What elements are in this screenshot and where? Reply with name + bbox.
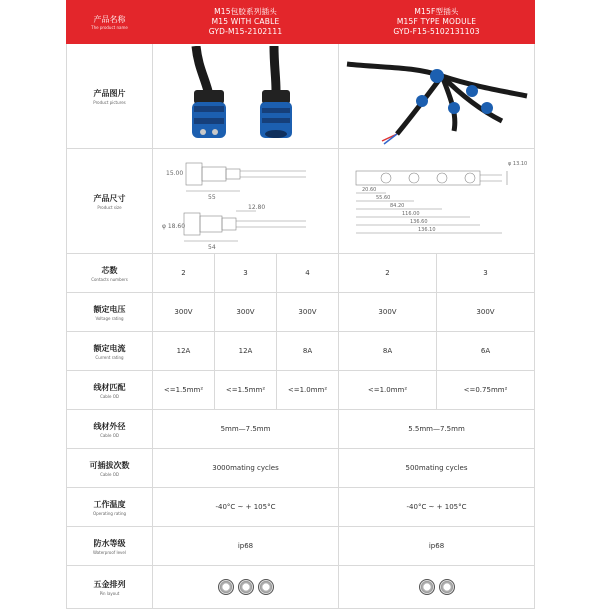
mating-label: 可插拔次数 Cable OD (67, 449, 153, 488)
current-value: 8A (339, 332, 437, 371)
contacts-row (67, 254, 535, 293)
dim-right-d: 84.20 (389, 203, 404, 209)
dim-right-c: 55.60 (375, 195, 390, 201)
contacts-value: 2 (153, 254, 215, 293)
dim-left-b: 55 (207, 194, 216, 201)
pin-layout-left (153, 566, 339, 609)
voltage-value: 300V (215, 293, 277, 332)
pin-row (67, 566, 535, 609)
dim-left-d: 12.80 (247, 204, 265, 211)
contacts-value: 3 (437, 254, 535, 293)
contacts-value: 4 (277, 254, 339, 293)
size-label: 产品尺寸 Product size (67, 149, 153, 254)
current-label: 额定电流 Current rating (67, 332, 153, 371)
pictures-row (67, 44, 535, 149)
contacts-label: 芯数 Contacts numbers (67, 254, 153, 293)
current-value: 6A (437, 332, 535, 371)
pictures-label: 产品图片 Product pictures (67, 44, 153, 149)
ip-row (67, 527, 535, 566)
voltage-value: 300V (437, 293, 535, 332)
product-right-title: M15F型插头 M15F TYPE MODULE GYD-F15-5102131103 (339, 1, 535, 44)
voltage-value: 300V (339, 293, 437, 332)
size-row (67, 149, 535, 254)
dim-right-b: 20.60 (361, 187, 376, 193)
dim-right-g: 136.10 (417, 227, 435, 233)
current-value: 12A (153, 332, 215, 371)
module-connector-photo (339, 44, 535, 149)
mating-row (67, 449, 535, 488)
od-left-value: 5mm—7.5mm (153, 410, 339, 449)
temp-row (67, 488, 535, 527)
ip-right-value: ip68 (339, 527, 535, 566)
current-value: 12A (215, 332, 277, 371)
ip-left-value: ip68 (153, 527, 339, 566)
pin-layout-right (339, 566, 535, 609)
pin-layout-icon (238, 579, 254, 595)
dim-left-c: φ 18.60 (161, 223, 185, 230)
dim-right-e: 116.00 (401, 211, 419, 217)
pin-layout-icon (419, 579, 435, 595)
dim-left-e: 54 (207, 244, 216, 251)
voltage-value: 300V (153, 293, 215, 332)
pin-label: 五金排列 Pin layout (67, 566, 153, 609)
mating-left-value: 3000mating cycles (153, 449, 339, 488)
module-dimension-drawing (339, 149, 535, 254)
od-label: 线材外径 Cable OD (67, 410, 153, 449)
spec-table (66, 0, 535, 609)
cable-dimension-drawing (153, 149, 339, 254)
dim-left-a: 15.00 (165, 170, 183, 177)
contacts-value: 2 (339, 254, 437, 293)
pin-layout-icon (258, 579, 274, 595)
cable-row (67, 371, 535, 410)
cable-label: 线材匹配 Cable OD (67, 371, 153, 410)
voltage-label: 额定电压 Voltage rating (67, 293, 153, 332)
pin-layout-icon (218, 579, 234, 595)
mating-right-value: 500mating cycles (339, 449, 535, 488)
voltage-row (67, 293, 535, 332)
temp-right-value: -40°C ~ + 105°C (339, 488, 535, 527)
current-value: 8A (277, 332, 339, 371)
od-right-value: 5.5mm—7.5mm (339, 410, 535, 449)
pin-layout-icon (439, 579, 455, 595)
cable-connector-photo (153, 44, 339, 149)
temp-left-value: -40°C ~ + 105°C (153, 488, 339, 527)
product-left-title: M15包胶系列插头 M15 WITH CABLE GYD-M15-2102111 (153, 1, 339, 44)
product-name-label: 产品名称 The product name (67, 1, 153, 44)
cable-value: <=1.0mm² (339, 371, 437, 410)
current-row (67, 332, 535, 371)
cable-value: <=1.5mm² (153, 371, 215, 410)
od-row (67, 410, 535, 449)
contacts-value: 3 (215, 254, 277, 293)
dim-right-a: φ 13.10 (507, 161, 527, 167)
cable-value: <=1.0mm² (277, 371, 339, 410)
voltage-value: 300V (277, 293, 339, 332)
dim-right-f: 136.60 (409, 219, 427, 225)
spec-sheet (66, 0, 534, 600)
cable-value: <=0.75mm² (437, 371, 535, 410)
header-row (67, 1, 535, 44)
temp-label: 工作温度 Operating rating (67, 488, 153, 527)
cable-value: <=1.5mm² (215, 371, 277, 410)
ip-label: 防水等级 Waterproof level (67, 527, 153, 566)
